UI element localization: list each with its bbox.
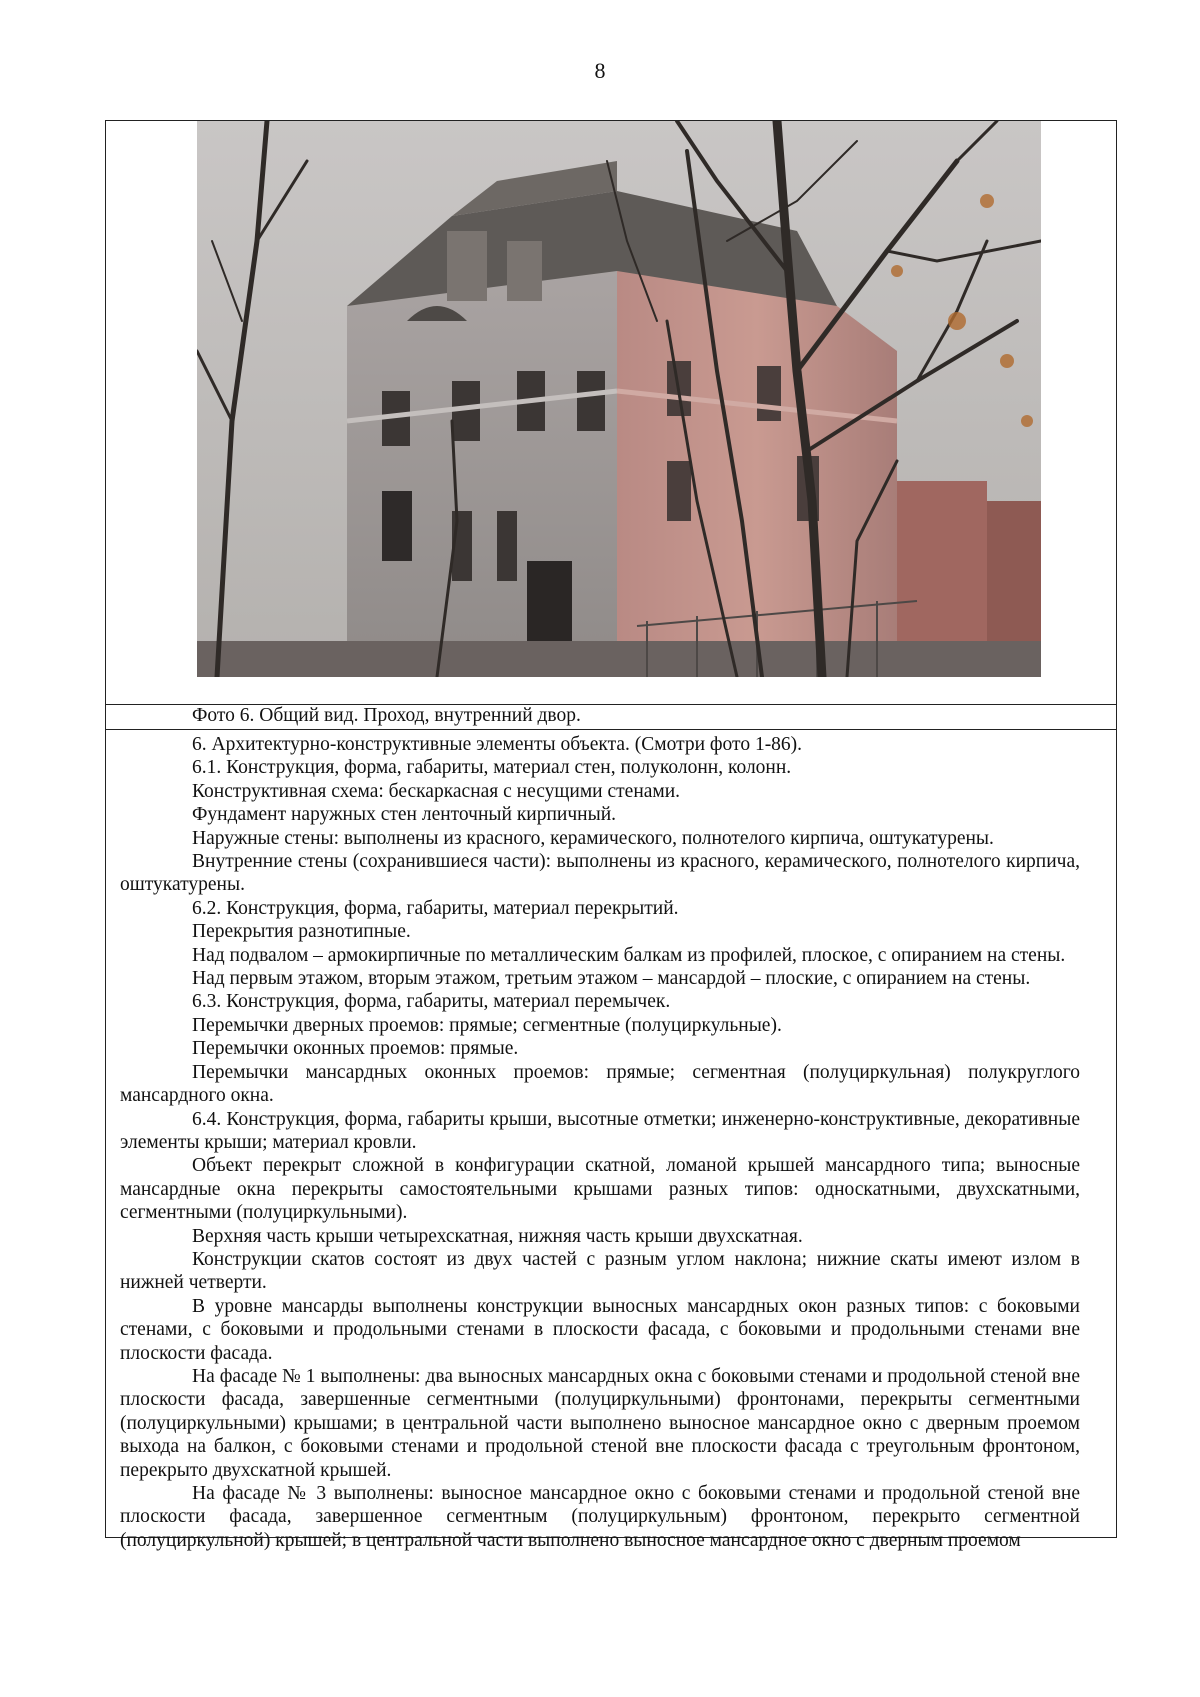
paragraph: Верхняя часть крыши четырехскатная, нижняя часть крыши двухскатная. <box>192 1225 803 1247</box>
building-photo <box>197 121 1041 677</box>
paragraph: Внутренние стены (сохранившиеся части): выполнены из красного, керамического, полнотелого кирпича, оштукатурены. <box>120 851 1080 896</box>
photo-caption: Фото 6. Общий вид. Проход, внутренний двор. <box>192 705 581 726</box>
paragraph: Перемычки мансардных оконных проемов: прямые; сегментная (полуциркульная) полукруглого мансардного окна. <box>120 1061 1080 1107</box>
paragraph: На фасаде № 1 выполнены: два выносных мансардных окна с боковыми стенами и продольной стеной вне плоскости фасада, завершенные сегментными (полуциркульными) фронтонами, перекрыты сегментными (полуциркульными) крышами; в центральной части выполнено выносное мансардное окно с дверным проемом выхода на балкон, с боковыми стенами и продольной стеной вне плоскости фасада с треугольным фронтоном, перекрыто двухскатной крышей. <box>120 1365 1080 1481</box>
paragraph: Фундамент наружных стен ленточный кирпичный. <box>192 804 617 826</box>
paragraph: Перекрытия разнотипные. <box>192 921 411 943</box>
paragraph: Перемычки дверных проемов: прямые; сегментные (полуциркульные). <box>192 1014 782 1036</box>
paragraph: Конструкции скатов состоят из двух частей с разным углом наклона; нижние скаты имеют излом в нижней четверти. <box>120 1248 1080 1294</box>
paragraph: Перемычки оконных проемов: прямые. <box>192 1038 519 1060</box>
photo-cell <box>106 121 1116 705</box>
paragraph: 6.3. Конструкция, форма, габариты, материал перемычек. <box>192 991 671 1013</box>
page-number: 8 <box>594 58 606 83</box>
paragraph: На фасаде № 3 выполнены: выносное мансардное окно с боковыми стенами и продольной стеной вне плоскости фасада, завершенное сегментным (полуциркульным) фронтоном, перекрыто сегментной (полуциркульной) крышей; в центральной части выполнено выносное мансардное окно с дверным проемом <box>120 1483 1080 1551</box>
body-text <box>120 733 1080 1552</box>
paragraph: 6.4. Конструкция, форма, габариты крыши, высотные отметки; инженерно-конструктивные, декоративные элементы крыши; материал кровли. <box>120 1108 1080 1153</box>
paragraph: 6.2. Конструкция, форма, габариты, материал перекрытий. <box>192 897 679 919</box>
paragraph: В уровне мансарды выполнены конструкции выносных мансардных окон разных типов: с боковыми стенами, с боковыми и продольными стенами в плоскости фасада, с боковыми и продольными стенами вне плоскости фасада. <box>120 1295 1080 1364</box>
paragraph: Над подвалом – армокирпичные по металлическим балкам из профилей, плоское, с опиранием на стены. <box>192 944 1066 966</box>
document-table <box>105 120 1117 1551</box>
paragraph: 6.1. Конструкция, форма, габариты, материал стен, полуколонн, колонн. <box>192 757 792 779</box>
paragraph: Объект перекрыт сложной в конфигурации скатной, ломаной крышей мансардного типа; выносные мансардные окна перекрыты самостоятельными крышами разных типов: односкатными, двухскатными, сегментными (полуциркульными). <box>120 1155 1080 1224</box>
caption-cell <box>106 704 1116 730</box>
paragraph: Над первым этажом, вторым этажом, третьим этажом – мансардой – плоские, с опиранием на стены. <box>192 968 1031 990</box>
paragraph: Конструктивная схема: бескаркасная с несущими стенами. <box>192 780 681 802</box>
paragraph: 6. Архитектурно-конструктивные элементы объекта. (Смотри фото 1-86). <box>192 734 803 755</box>
paragraph: Наружные стены: выполнены из красного, керамического, полнотелого кирпича, оштукатурены. <box>192 827 994 849</box>
